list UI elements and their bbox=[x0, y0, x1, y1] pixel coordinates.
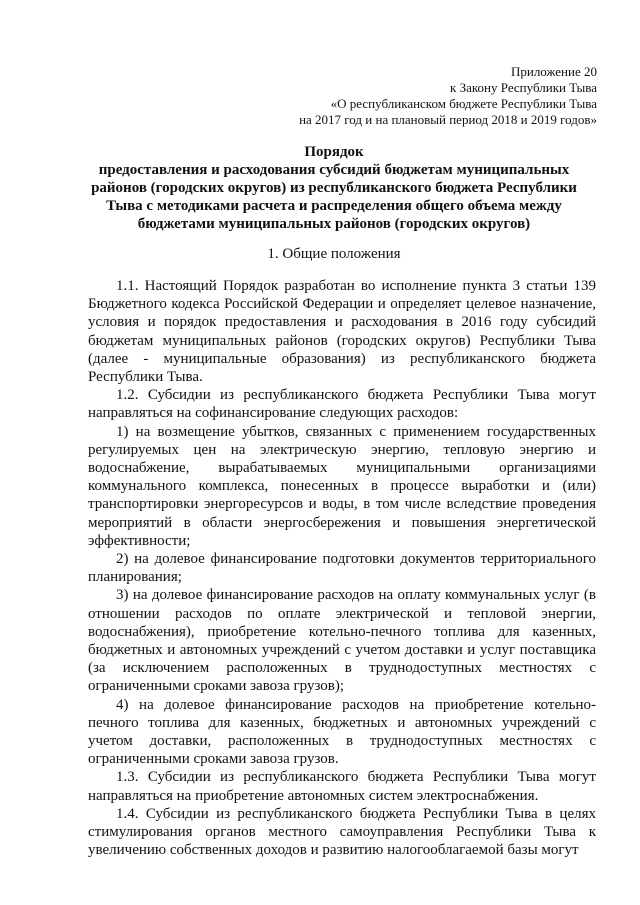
title-line: предоставления и расходования субсидий бюджетам муниципальных bbox=[98, 162, 570, 178]
title-line: районов (городских округов) из республиканского бюджета Республики bbox=[91, 180, 577, 196]
document-title bbox=[84, 143, 584, 233]
appendix-line: Приложение 20 bbox=[510, 64, 597, 79]
document-body bbox=[88, 277, 596, 860]
appendix-line: «О республиканском бюджете Республики Тыва bbox=[330, 96, 597, 111]
title-line: Порядок bbox=[304, 144, 364, 160]
appendix-header bbox=[177, 64, 597, 128]
paragraph: 1.2. Субсидии из республиканского бюджета Республики Тыва могут направляться на софинансирование следующих расходов: bbox=[88, 387, 596, 422]
paragraph: 2) на долевое финансирование подготовки документов территориального планирования; bbox=[88, 551, 596, 586]
paragraph: 1) на возмещение убытков, связанных с применением государственных регулируемых цен на электрическую энергию, тепловую энергию и водоснабжение, вырабатываемых муниципальными организациями коммунального комплекса, понесенных в процессе выработки и (или) транспортировки энергоресурсов и воды, в том числе вследствие проведения мероприятий в области энергосбережения и повышения энергетической эффективности; bbox=[88, 423, 596, 549]
paragraph: 3) на долевое финансирование расходов на оплату коммунальных услуг (в отношении расходов по оплате электрической и тепловой энергии, водоснабжения), приобретение котельно-печного топлива для казенных, бюджетных и автономных учреждений с учетом доставки и услуг поставщика (за исключением расположенных в труднодоступных местностях с ограниченными сроками завоза грузов); bbox=[88, 587, 596, 695]
section-heading: 1. Общие положения bbox=[267, 246, 401, 262]
title-line: бюджетами муниципальных районов (городских округов) bbox=[137, 216, 531, 232]
paragraph: 1.1. Настоящий Порядок разработан во исполнение пункта 3 статьи 139 Бюджетного кодекса Российской Федерации и определяет целевое назначение, условия и порядок предоставления и расходования в 2016 году субсидий бюджетам муниципальных районов (городских округов) Республики Тыва (далее - муниципальные образования) из республиканского бюджета Республики Тыва. bbox=[88, 278, 596, 386]
appendix-line: к Закону Республики Тыва bbox=[450, 80, 597, 95]
paragraph: 1.3. Субсидии из республиканского бюджета Республики Тыва могут направляться на приобретение автономных систем электроснабжения. bbox=[88, 769, 596, 804]
title-line: Тыва с методиками расчета и распределения общего объема между bbox=[106, 198, 562, 214]
appendix-line: на 2017 год и на плановый период 2018 и 2019 годов» bbox=[299, 112, 597, 127]
paragraph: 1.4. Субсидии из республиканского бюджета Республики Тыва в целях стимулирования органов местного самоуправления Республики Тыва к увеличению собственных доходов и развитию налогооблагаемой базы могут bbox=[88, 805, 596, 859]
paragraph: 4) на долевое финансирование расходов на приобретение котельно-печного топлива для казенных, бюджетных и автономных учреждений с учетом доставки, расположенных в труднодоступных местностях с ограниченными сроками завоза грузов. bbox=[88, 696, 596, 768]
